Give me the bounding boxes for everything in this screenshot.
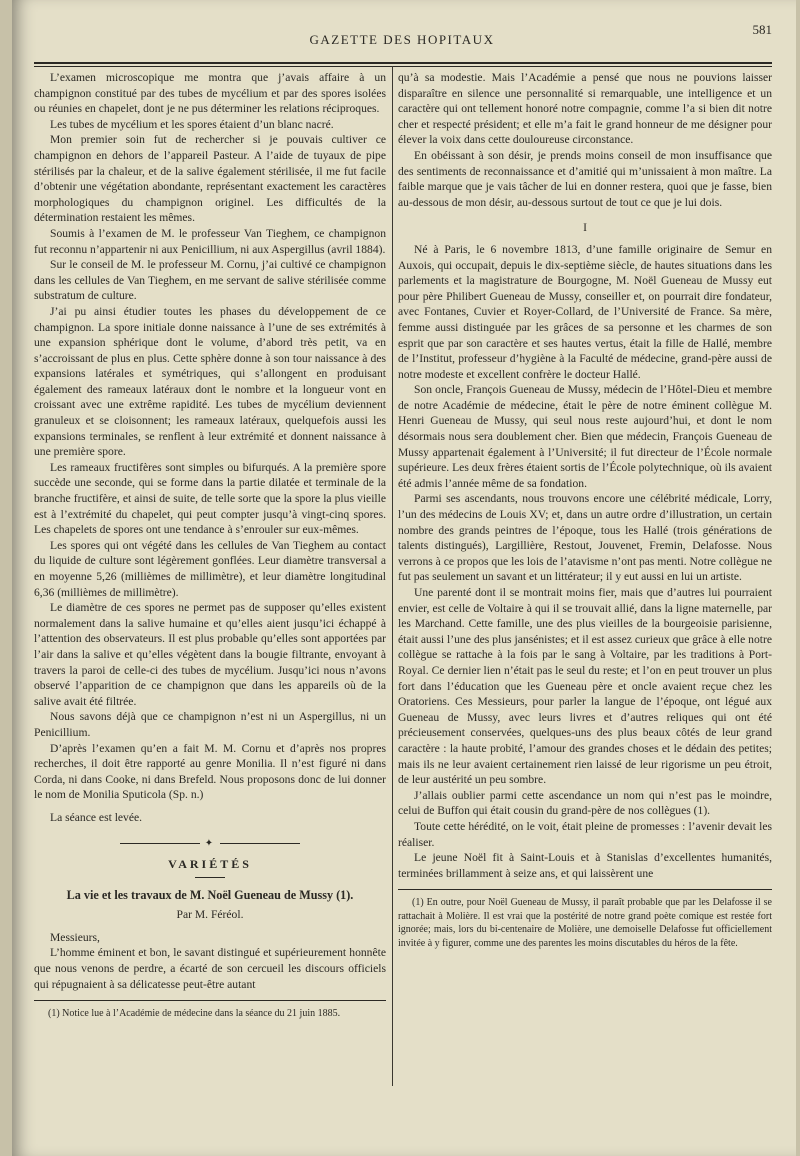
newspaper-page: [12, 0, 796, 1156]
section-title: VARIÉTÉS: [168, 857, 252, 872]
paragraph: Toute cette hérédité, on le voit, était pleine de promesses : l’avenir devait les réaliser.: [398, 819, 772, 849]
paragraph: Les tubes de mycélium et les spores étaient d’un blanc nacré.: [50, 117, 334, 131]
salutation: Messieurs,: [50, 930, 100, 944]
paragraph: Parmi ses ascendants, nous trouvons encore une célébrité médicale, Lorry, l’un des médecins de Louis XV; et, dans un autre ordre d’illustration, un certain nombre des grands peintres de l’époque, tous les Hallé (trois générations de talents distingués), Largillière, Restout, Jouvenet, Fremin, Delafosse. Nous verrons à ce propos que les lois de l’atavisme n’ont pas menti. Notre collègue ne fut pas seulement un savant et un littérateur; il y eut aussi en lui un artiste.: [398, 492, 772, 584]
paragraph: Sur le conseil de M. le professeur M. Cornu, j’ai cultivé ce champignon dans les cellules de Van Tieghem, en me servant de salive stérilisée comme substratum de culture.: [34, 258, 386, 303]
paragraph: Les rameaux fructifères sont simples ou bifurqués. A la première spore succède une seconde, qui se forme dans la partie dilatée et terminale de la branche fructifère, et ainsi de suite, de telle sorte que la spore la plus vieille est à l’extrémité du chapelet, qui peut compter jusqu’à vingt-cinq spores. Les chapelets de spores ont une tendance à s’enrouler sur eux-mêmes.: [34, 460, 386, 537]
paragraph: Nous savons déjà que ce champignon n’est ni un Aspergillus, ni un Penicillium.: [34, 710, 386, 739]
ornament-divider: [34, 836, 386, 852]
session-close: La séance est levée.: [50, 810, 143, 824]
running-title: GAZETTE DES HOPITAUX: [309, 32, 495, 47]
footnote: (1) En outre, pour Noël Gueneau de Mussy, il paraît probable que par les Delafosse il se rattachait à Molière. Il est vrai que la postérité de notre grand poète comique est restée fort ignorée; mais, lors du bi-centenaire de Molière, une demoiselle Delafosse fut officiellement invitée à y figurer, comme une des parentes les moins discutables du héros de la fête.: [398, 897, 772, 949]
left-column: [34, 70, 386, 1021]
paragraph: Le diamètre de ces spores ne permet pas de supposer qu’elles existent normalement dans la salive humaine et qu’elles aient jusqu’ici échappé à l’attention des observateurs. Il est plus probable qu’elles sont apportées par l’air dans la salive et qu’elles végètent dans la bougie filtrante, envoyant à travers la paroi de celle-ci des tubes de mycélium. Jusqu’ici nous n’avons observé l’apparition de ce champignon que dans les appareils où de la salive avait été filtrée.: [34, 601, 386, 708]
footnote: (1) Notice lue à l’Académie de médecine dans la séance du 21 juin 1885.: [48, 1008, 341, 1020]
byline: Par M. Féréol.: [176, 908, 244, 922]
paragraph: Mon premier soin fut de rechercher si je pouvais cultiver ce champignon en dehors de l’appareil Pasteur. A l’aide de tuyaux de pipe stérilisés par la chaleur, et de la salive également stérilisée, il me fut facile d’obtenir une végétation abondante, représentant exactement les caractères morphologiques du champignon originel. Les difficultés de la détermination restaient les mêmes.: [34, 133, 386, 225]
column-divider: [392, 66, 393, 1086]
paragraph: Les spores qui ont végété dans les cellules de Van Tieghem au contact du liquide de culture sont légèrement gonflées. Leur diamètre transversal a en moyenne 5,26 (millièmes de millimètre), et leur diamètre longitudinal 6,36 (millièmes de millimètre).: [34, 538, 386, 599]
article-title: La vie et les travaux de M. Noël Gueneau de Mussy (1).: [66, 887, 354, 902]
paragraph: Une parenté dont il se montrait moins fier, mais que d’autres lui pourraient envier, est celle de Voltaire à qui il se trouvait allié, dans la ligne maternelle, par les Marchand. Cette famille, une des plus vieilles de la bourgeoisie parisienne, était aussi l’une des plus jansénistes; et il est assez curieux que grâce à elle notre collègue se rattache à la fois par le sang à Voltaire, par les traditions à Port-Royal. Ce dernier lien n’était pas le seul du reste; et l’on en peut trouver un plus fort dans l’éducation que les Gueneau père et oncle avaient reçue chez les Oratoriens. Ces Messieurs, pour parler la langue de l’époque, ont légué aux Gueneau de Mussy, avec leurs livres et d’autres reliques qui ont été précieusement conservées, quelques-uns des plus beaux côtés de leur grand caractère : la haute probité, l’amour des grandes choses et le dédain des petites; mais ils ne leur avaient certainement rien laissé de leur rigorisme un peu étroit, de leur austérité un peu sombre.: [398, 586, 772, 787]
header-rule-thin: [34, 66, 772, 67]
paragraph: Soumis à l’examen de M. le professeur Van Tieghem, ce champignon fut reconnu n’appartenir ni aux Penicillium, ni aux Aspergillus (avril 1884).: [34, 226, 386, 256]
short-rule: [195, 877, 225, 878]
ornament-icon: ✦: [204, 837, 216, 849]
paragraph: D’après l’examen qu’en a fait M. M. Cornu et d’après nos propres recherches, il doit être rapporté au genre Monilia. Il n’est figuré ni dans Corda, ni dans Cooke, ni dans Brefeld. Nous proposons donc de lui donner le nom de Monilia Sputicola (Sp. n.): [34, 741, 386, 802]
paragraph: En obéissant à son désir, je prends moins conseil de mon insuffisance que des sentiments de reconnaissance et d’amitié qui m’unissaient à mon maître. La faible marque que je vais tâcher de lui en donner restera, quoi que je fasse, bien au-dessous de mon désir, au-dessous surtout de tout ce que je lui dois.: [398, 148, 772, 209]
header-rule: [34, 62, 772, 64]
section-number: I: [583, 221, 587, 235]
paragraph: Le jeune Noël fit à Saint-Louis et à Stanislas d’excellentes humanités, terminées brillamment à seize ans, et qui laissèrent une: [398, 851, 772, 880]
footnote-rule: [34, 1000, 386, 1001]
paragraph: L’examen microscopique me montra que j’avais affaire à un champignon constitué par des tubes de mycélium et par des spores isolées ou réunies en chapelet, dont je ne pus déterminer les relations réciproques.: [34, 71, 386, 116]
paragraph: J’ai pu ainsi étudier toutes les phases du développement de ce champignon. La spore initiale donne naissance à l’une de ses extrémités à une expansion sphérique dont le volume, d’abord très petit, va en s’accroissant de plus en plus. Cette sphère donne à son tour naissance à des expansions latérales et symétriques, qui s’allongent en produisant également des rameaux latéraux dont le nombre et la longueur vont en croissant avec une extrême rapidité. Les tubes de mycélium deviennent granuleux et se cloisonnent; les rameaux latéraux, quelquefois aussi les expansions terminales, se renflent à leur extrémité et donnent naissance à une première spore.: [34, 304, 386, 459]
paragraph: J’allais oublier parmi cette ascendance un nom qui n’est pas le moindre, celui de Buffon qui était cousin du grand-père de nos collègues (1).: [398, 788, 772, 818]
paragraph: Né à Paris, le 6 novembre 1813, d’une famille originaire de Semur en Auxois, qui occupait, depuis le dix-septième siècle, de hautes situations dans les parlements et la magistrature de Bourgogne, M. Noël Gueneau de Mussy eut pour père Philibert Gueneau de Mussy, conseiller et, on pourrait dire fondateur, avec Fontanes, Cuvier et Royer-Collard, de l’Université de France. Sa mère, femme aussi distinguée par les grâces de sa personne et les charmes de son esprit que par son caractère et ses hautes vertus, était la fille de Hallé, membre de l’Institut, professeur d’hygiène à la Faculté de médecine, grand-père aussi de notre modeste et excellent confrère le docteur Hallé.: [398, 242, 772, 381]
page-number: 581: [752, 22, 772, 37]
paragraph: qu’à sa modestie. Mais l’Académie a pensé que nous ne pouvions laisser disparaître en silence une personnalité si remarquable, une intelligence et un caractère qui ont tellement honoré notre compagnie, comme l’a si bien dit notre cher et respecté président; et elle m’a fait le grand honneur de me désigner pour élever la voix dans cette douloureuse circonstance.: [398, 71, 772, 147]
paragraph: L’homme éminent et bon, le savant distingué et supérieurement honnête que nous venons de perdre, a écarté de son cercueil les discours officiels qui répugnaient à sa délicatesse peut-être autant: [34, 946, 386, 991]
page-header: [30, 22, 774, 58]
footnote-rule: [398, 889, 772, 890]
paragraph: Son oncle, François Gueneau de Mussy, médecin de l’Hôtel-Dieu et membre de notre Académie de médecine, était le père de notre éminent collègue M. Henri Gueneau de Mussy, qui seul nous reste aujourd’hui, et dont le nom désormais nous sera doublement cher. Bien que médecin, François Gueneau de Mussy appartenait également à l’Université; il fut directeur de l’École normale supérieure. Les deux frères étaient sortis de l’École polytechnique, où ils avaient été admis l’année même de sa fondation.: [398, 383, 772, 490]
right-column: [398, 70, 772, 950]
